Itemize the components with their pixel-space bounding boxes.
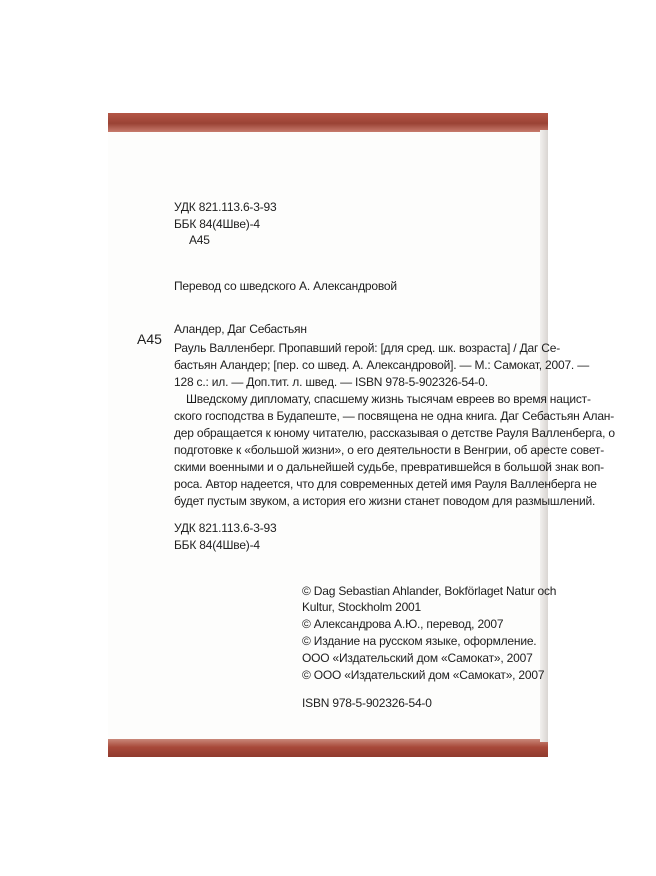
header-author-mark: А45 (189, 233, 210, 247)
isbn: ISBN 978-5-902326-54-0 (302, 696, 432, 710)
copyright-line: © Издание на русском языке, оформление. (302, 634, 537, 648)
translation-note: Перевод со шведского А. Александровой (174, 279, 397, 293)
abstract-line: будет пустым звуком, а история его жизни станет поводом для размышлений. (174, 494, 596, 508)
copyright-line: ООО «Издательский дом «Самокат», 2007 (302, 651, 533, 665)
copyright-line: © Александрова А.Ю., перевод, 2007 (302, 617, 504, 631)
header-udk: УДК 821.113.6-3-93 (174, 200, 277, 214)
copyright-line: Kultur, Stockholm 2001 (302, 600, 422, 614)
abstract-line: дер обращается к юному читателю, рассказывая о детстве Рауля Валленберга, о (174, 426, 615, 440)
copyright-line: © ООО «Издательский дом «Самокат», 2007 (302, 668, 545, 682)
copyright-line: © Dag Sebastian Ahlander, Bokförlaget Natur och (302, 584, 557, 598)
abstract-line: ского господства в Будапеште, — посвящена не одна книга. Даг Себастьян Алан- (174, 409, 615, 423)
catalog-author: Аландер, Даг Себастьян (174, 322, 307, 336)
catalog-author-mark: А45 (137, 331, 162, 347)
bottom-cover-band (108, 739, 548, 757)
top-cover-band (108, 113, 548, 132)
abstract-line: подготовке к «большой жизни», о его деятельности в Венгрии, об аресте совет- (174, 443, 605, 457)
abstract-line: Шведскому дипломату, спасшему жизнь тысячам евреев во время нацист- (186, 392, 591, 406)
catalog-description-line: бастьян Аландер; [пер. со швед. А. Александровой]. — М.: Самокат, 2007. — (174, 358, 589, 372)
header-bbk: ББК 84(4Шве)-4 (174, 217, 260, 231)
catalog-bbk: ББК 84(4Шве)-4 (174, 538, 260, 552)
catalog-description-line: Рауль Валленберг. Пропавший герой: [для сред. шк. возраста] / Даг Се- (174, 341, 561, 355)
catalog-udk: УДК 821.113.6-3-93 (174, 521, 277, 535)
abstract-line: скими военными и о дальнейшей судьбе, превратившейся в большой знак воп- (174, 460, 604, 474)
abstract-line: роса. Автор надеется, что для современных детей имя Рауля Валленберга не (174, 477, 597, 491)
catalog-description-line: 128 с.: ил. — Доп.тит. л. швед. — ISBN 978-5-902326-54-0. (174, 375, 488, 389)
